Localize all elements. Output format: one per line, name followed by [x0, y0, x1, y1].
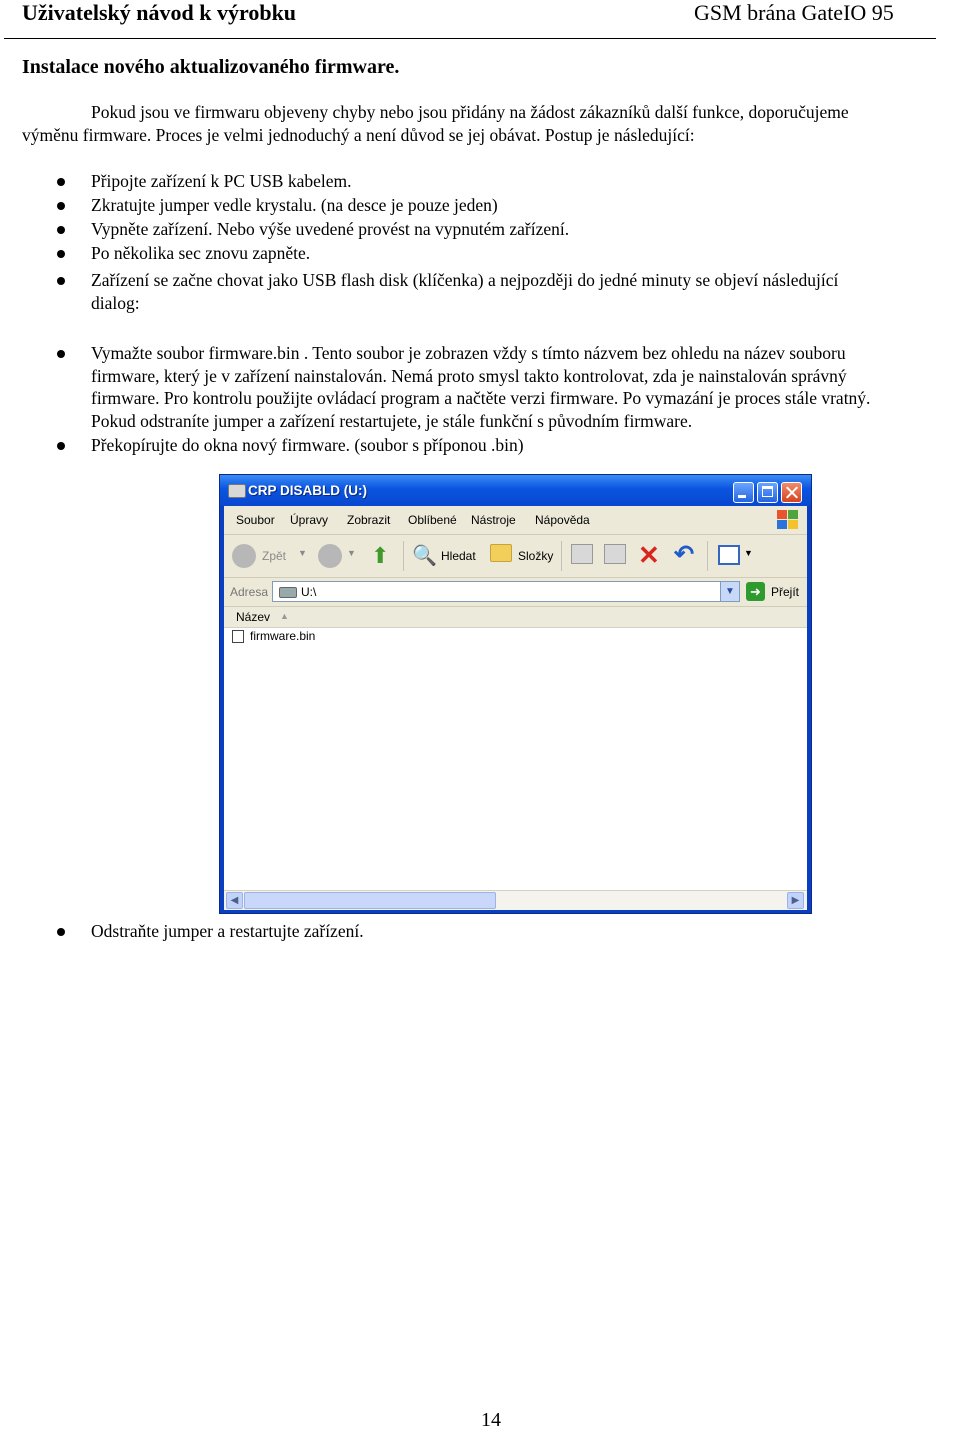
menu-upravy[interactable]: Úpravy: [290, 513, 329, 527]
intro-paragraph: [22, 101, 942, 147]
bullet-dot: [57, 178, 65, 186]
horizontal-scrollbar[interactable]: [224, 890, 807, 910]
intro-line-2: výměnu firmware. Proces je velmi jednoduchý a není důvod se jej obávat. Postup je následující:: [22, 125, 695, 145]
drive-icon: [228, 484, 246, 498]
step-text: firmware. Pro kontrolu použijte ovládací program a načtěte verzi firmware. Po vymazání je proces stále vratný.: [91, 388, 871, 408]
address-input[interactable]: [272, 581, 740, 602]
section-title: Instalace nového aktualizovaného firmware.: [22, 56, 400, 78]
windows-logo-icon: [777, 510, 799, 530]
explorer-window: [219, 474, 812, 914]
column-header-name[interactable]: [224, 607, 807, 628]
up-folder-icon[interactable]: ⬆: [371, 543, 390, 568]
forward-dropdown-icon[interactable]: ▼: [347, 548, 356, 558]
step-text: Připojte zařízení k PC USB kabelem.: [91, 171, 352, 191]
menu-nastroje[interactable]: Nástroje: [471, 513, 516, 527]
back-dropdown-icon[interactable]: ▼: [298, 548, 307, 558]
scroll-thumb[interactable]: [244, 892, 496, 909]
bin-file-icon: [232, 630, 244, 643]
scroll-left-icon[interactable]: ◀: [226, 892, 243, 909]
toolbar-separator: [707, 541, 708, 571]
step-text: dialog:: [91, 293, 140, 313]
menu-soubor[interactable]: Soubor: [236, 513, 275, 527]
sort-ascending-icon: ▲: [280, 611, 289, 621]
views-icon[interactable]: [718, 545, 740, 565]
move-to-icon[interactable]: [571, 544, 593, 564]
folders-button-label[interactable]: Složky: [518, 549, 554, 563]
search-button-label[interactable]: Hledat: [441, 549, 476, 563]
go-arrow-icon[interactable]: ➜: [746, 582, 765, 601]
address-bar: [224, 578, 807, 607]
address-value: U:\: [301, 585, 317, 599]
step-text: Odstraňte jumper a restartujte zařízení.: [91, 921, 364, 941]
header-title: Uživatelský návod k výrobku: [22, 0, 297, 25]
toolbar-separator: [561, 541, 562, 571]
views-dropdown-icon[interactable]: ▼: [744, 548, 753, 558]
step-text: Překopírujte do okna nový firmware. (soubor s příponou .bin): [91, 435, 524, 455]
page-number: 14: [481, 1409, 501, 1431]
bullet-dot: [57, 442, 65, 450]
step-text: Vymažte soubor firmware.bin . Tento soubor je zobrazen vždy s tímto názvem bez ohledu na název souboru: [91, 343, 846, 363]
back-arrow-icon[interactable]: [232, 544, 256, 568]
go-button-label[interactable]: Přejít: [771, 585, 800, 599]
drive-icon: [279, 587, 297, 598]
minimize-button[interactable]: [733, 482, 754, 503]
maximize-button[interactable]: [757, 482, 778, 503]
bullet-dot: [57, 202, 65, 210]
bullet-dot: [57, 350, 65, 358]
close-button[interactable]: [781, 482, 802, 503]
menu-zobrazit[interactable]: Zobrazit: [347, 513, 391, 527]
menu-bar: [224, 506, 807, 535]
step-text: Zkratujte jumper vedle krystalu. (na desce je pouze jeden): [91, 195, 498, 215]
bullet-dot: [57, 277, 65, 285]
window-title: CRP DISABLD (U:): [248, 483, 367, 498]
step-text: firmware, který je v zařízení nainstalován. Nemá proto smysl takto kontrolovat, zda je nainstalován správný: [91, 366, 847, 386]
toolbar: [224, 535, 807, 578]
back-button-label[interactable]: Zpět: [262, 549, 287, 563]
window-titlebar[interactable]: [220, 475, 811, 506]
step-text: Pokud odstraníte jumper a zařízení restartujete, je stále funkční s původním firmware.: [91, 411, 693, 431]
intro-line-1: Pokud jsou ve firmwaru objeveny chyby nebo jsou přidány na žádost zákazníků další funkce, doporučujeme: [91, 102, 849, 122]
bullet-dot: [57, 250, 65, 258]
menu-oblibene[interactable]: Oblíbené: [408, 513, 457, 527]
toolbar-separator: [403, 541, 404, 571]
file-list: [224, 607, 807, 890]
column-name-label: Název: [236, 610, 271, 624]
scroll-right-icon[interactable]: ▶: [787, 892, 804, 909]
undo-icon[interactable]: ↶: [674, 541, 695, 568]
copy-to-icon[interactable]: [604, 544, 626, 564]
forward-arrow-icon[interactable]: [318, 544, 342, 568]
bullet-dot: [57, 226, 65, 234]
address-dropdown-icon[interactable]: ▼: [720, 582, 739, 601]
file-name: firmware.bin: [250, 629, 316, 643]
bullet-dot: [57, 928, 65, 936]
menu-napoveda[interactable]: Nápověda: [535, 513, 590, 527]
step-text: Po několika sec znovu zapněte.: [91, 243, 311, 263]
step-text: Vypněte zařízení. Nebo výše uvedené provést na vypnutém zařízení.: [91, 219, 570, 239]
step-text: Zařízení se začne chovat jako USB flash disk (klíčenka) a nejpozději do jedné minuty se objeví následující: [91, 270, 839, 290]
header-rule: [4, 38, 936, 39]
folders-icon[interactable]: [490, 544, 512, 562]
search-icon[interactable]: 🔍: [412, 545, 437, 567]
header-product: GSM brána GateIO 95: [694, 0, 894, 25]
delete-icon[interactable]: ✕: [638, 540, 660, 570]
address-label: Adresa: [230, 585, 269, 599]
